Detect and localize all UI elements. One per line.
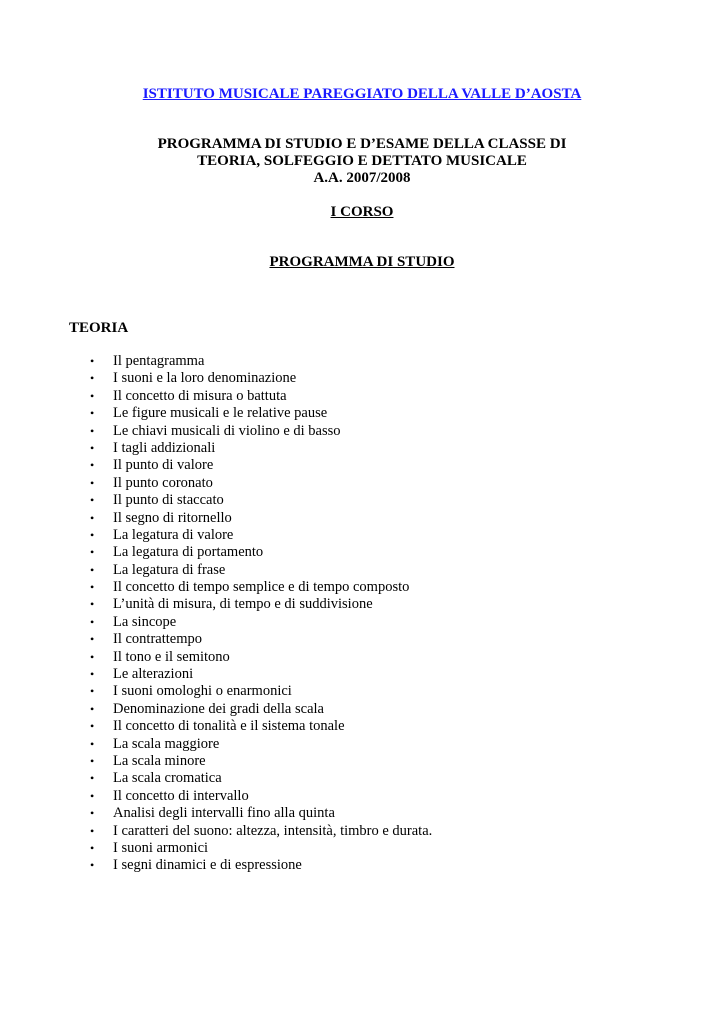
bullet-icon: • (90, 858, 95, 873)
list-item (0, 510, 724, 527)
list-item-text: I tagli addizionali (113, 439, 216, 456)
bullet-icon: • (90, 458, 95, 473)
program-title-line-3: A.A. 2007/2008 (313, 170, 411, 186)
bullet-icon: • (90, 753, 95, 768)
list-item (0, 649, 724, 666)
list-item-text: La scala minore (113, 752, 206, 769)
bullet-icon: • (90, 545, 95, 560)
list-item (0, 631, 724, 648)
bullet-icon: • (90, 719, 95, 734)
list-item-text: Il concetto di misura o battuta (113, 387, 287, 404)
bullet-icon: • (90, 823, 95, 838)
list-item-text: La legatura di frase (113, 561, 226, 578)
list-item-text: Le chiavi musicali di violino e di basso (113, 422, 341, 439)
list-item (0, 370, 724, 387)
list-item (0, 475, 724, 492)
list-item-text: Analisi degli intervalli fino alla quinta (113, 805, 335, 822)
list-item (0, 423, 724, 440)
list-item-text: Il pentagramma (113, 353, 205, 369)
list-item-text: Le figure musicali e le relative pause (113, 405, 328, 422)
bullet-icon: • (90, 354, 95, 368)
program-title-line-1: PROGRAMMA DI STUDIO E D’ESAME DELLA CLASSE DI (157, 136, 567, 152)
bullet-icon: • (90, 440, 95, 455)
list-item-text: Denominazione dei gradi della scala (113, 700, 324, 717)
list-item (0, 788, 724, 805)
list-item-text: Il contrattempo (113, 631, 202, 648)
list-item (0, 718, 724, 735)
bullet-icon: • (90, 632, 95, 647)
list-item-text: Il punto di valore (113, 457, 214, 474)
list-item-text: I segni dinamici e di espressione (113, 857, 302, 874)
list-item (0, 857, 724, 874)
list-item-text: Il concetto di intervallo (113, 787, 249, 804)
list-item-text: L’unità di misura, di tempo e di suddivisione (113, 596, 373, 613)
list-item (0, 457, 724, 474)
institute-title: ISTITUTO MUSICALE PAREGGIATO DELLA VALLE D’AOSTA (142, 86, 582, 102)
bullet-icon: • (90, 788, 95, 803)
study-program-heading: PROGRAMMA DI STUDIO (269, 254, 455, 270)
bullet-icon: • (90, 527, 95, 542)
bullet-icon: • (90, 597, 95, 612)
list-item-text: I suoni omologhi o enarmonici (113, 683, 292, 700)
list-item (0, 805, 724, 822)
bullet-icon: • (90, 371, 95, 386)
bullet-icon: • (90, 771, 95, 786)
list-item (0, 753, 724, 770)
list-item-text: Il tono e il semitono (113, 648, 230, 665)
list-item (0, 840, 724, 857)
list-item-text: I suoni e la loro denominazione (113, 370, 297, 387)
list-item (0, 440, 724, 457)
bullet-icon: • (90, 736, 95, 751)
bullet-icon: • (90, 493, 95, 508)
list-item-text: La scala maggiore (113, 735, 220, 752)
list-item (0, 736, 724, 753)
list-item-text: La sincope (113, 613, 177, 630)
list-item (0, 405, 724, 422)
list-item (0, 614, 724, 631)
bullet-icon: • (90, 614, 95, 629)
bullet-icon: • (90, 406, 95, 421)
bullet-icon: • (90, 649, 95, 664)
program-title (0, 136, 724, 187)
program-title-line-2: TEORIA, SOLFEGGIO E DETTATO MUSICALE (197, 153, 527, 169)
list-item-text: I caratteri del suono: altezza, intensità, timbro e durata. (113, 822, 433, 839)
list-item (0, 666, 724, 683)
list-item (0, 388, 724, 405)
list-item-text: Il punto di staccato (113, 492, 224, 509)
list-item (0, 579, 724, 596)
topic-list (0, 353, 724, 875)
bullet-icon: • (90, 806, 95, 821)
bullet-icon: • (90, 840, 95, 855)
list-item (0, 683, 724, 700)
list-item (0, 527, 724, 544)
list-item (0, 770, 724, 787)
list-item-text: Il concetto di tempo semplice e di tempo composto (113, 579, 410, 596)
section-heading-teoria: TEORIA (69, 320, 129, 336)
list-item-text: Il concetto di tonalità e il sistema tonale (113, 718, 345, 735)
list-item (0, 353, 724, 370)
list-item-text: Il punto coronato (113, 474, 213, 491)
bullet-icon: • (90, 510, 95, 525)
list-item-text: La legatura di portamento (113, 544, 264, 561)
bullet-icon: • (90, 562, 95, 577)
list-item (0, 596, 724, 613)
bullet-icon: • (90, 667, 95, 682)
list-item (0, 544, 724, 561)
list-item (0, 823, 724, 840)
list-item-text: Il segno di ritornello (113, 509, 232, 526)
list-item-text: Le alterazioni (113, 666, 194, 683)
course-heading: I CORSO (330, 204, 394, 220)
bullet-icon: • (90, 388, 95, 403)
bullet-icon: • (90, 684, 95, 699)
bullet-icon: • (90, 580, 95, 595)
list-item-text: La scala cromatica (113, 770, 222, 787)
list-item (0, 701, 724, 718)
list-item-text: La legatura di valore (113, 526, 234, 543)
bullet-icon: • (90, 701, 95, 716)
bullet-icon: • (90, 423, 95, 438)
list-item (0, 492, 724, 509)
bullet-icon: • (90, 475, 95, 490)
list-item (0, 562, 724, 579)
list-item-text: I suoni armonici (113, 839, 209, 856)
